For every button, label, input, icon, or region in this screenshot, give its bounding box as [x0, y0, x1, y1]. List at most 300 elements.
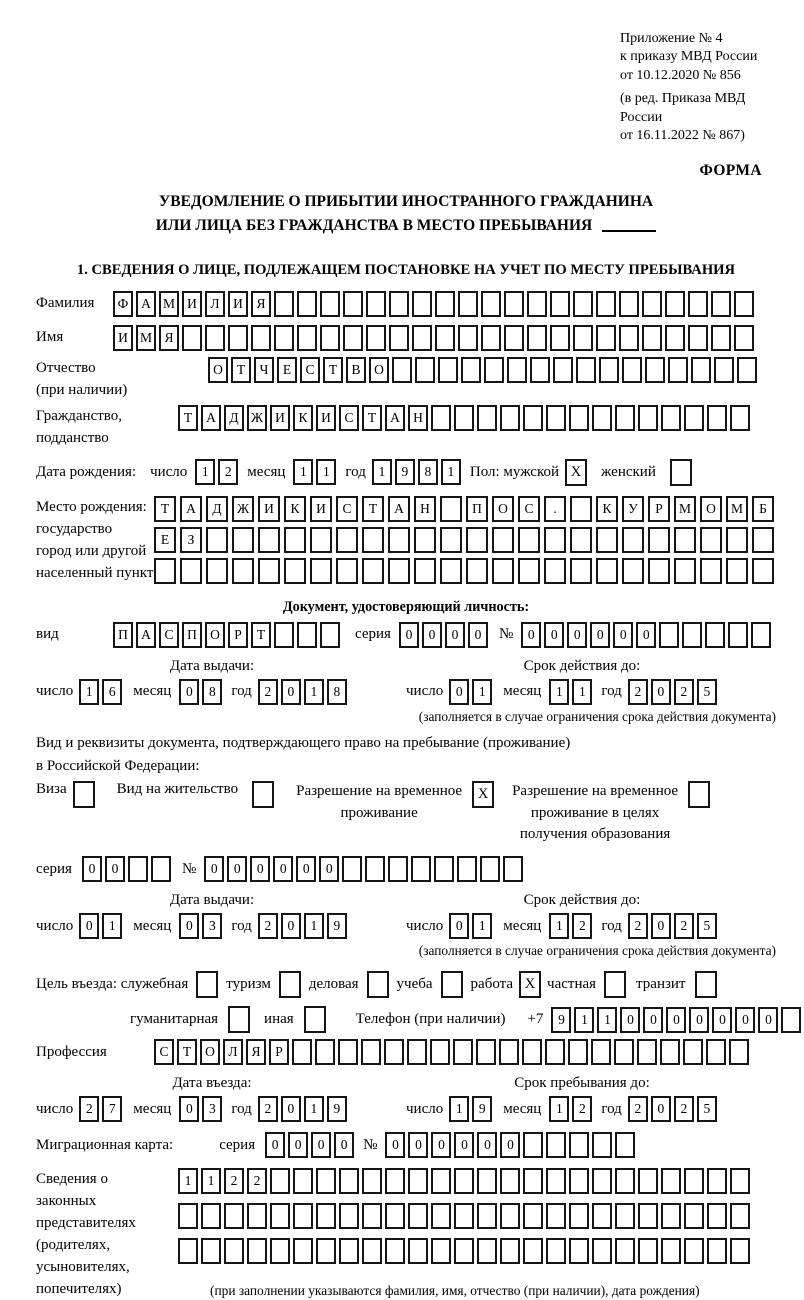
- char-box: [619, 325, 639, 351]
- char-box: [637, 1039, 657, 1065]
- char-box: [570, 558, 592, 584]
- char-box: [440, 558, 462, 584]
- char-box: [615, 1132, 635, 1158]
- char-box: И: [270, 405, 290, 431]
- char-box: 0: [500, 1132, 520, 1158]
- char-box: [674, 558, 696, 584]
- residence-seria-label: серия: [36, 860, 72, 877]
- res-issue-year-cells: [258, 913, 350, 939]
- char-box: [362, 1238, 382, 1264]
- representatives-row-1: [178, 1168, 753, 1194]
- char-box: 1: [449, 1096, 469, 1122]
- char-box: [338, 1039, 358, 1065]
- char-box: [270, 1168, 290, 1194]
- char-box: А: [201, 405, 221, 431]
- appendix-line-2: к приказу МВД России: [620, 49, 758, 65]
- representatives-label: Сведения о законных представителях (родителях, усыновителях, попечителях): [36, 1171, 136, 1298]
- lastname-label: Фамилия: [36, 295, 95, 312]
- residence-issue-date: число 0 1 месяц 0 3 год 2 0 1 9: [36, 913, 388, 939]
- char-box: Ж: [247, 405, 267, 431]
- char-box: [622, 558, 644, 584]
- char-box: 0: [454, 1132, 474, 1158]
- residence-issue-col: Дата выдачи: число 0 1 месяц 0 3 год 2 0 1 9: [36, 892, 388, 959]
- valid-day-cells: [449, 679, 495, 705]
- char-box: [730, 1168, 750, 1194]
- char-box: И: [182, 291, 202, 317]
- char-box: [224, 1238, 244, 1264]
- char-box: [570, 527, 592, 553]
- char-box: [336, 527, 358, 553]
- birthplace-block: [36, 496, 776, 589]
- char-box: 0: [319, 856, 339, 882]
- purpose-tourism-checkbox: [279, 971, 301, 998]
- char-box: 8: [327, 679, 347, 705]
- char-box: 1: [549, 1096, 569, 1122]
- char-box: С: [300, 357, 320, 383]
- form-label: ФОРМА: [699, 161, 762, 179]
- char-box: [684, 1238, 704, 1264]
- char-box: 0: [399, 622, 419, 648]
- char-box: [638, 1203, 658, 1229]
- char-box: 0: [651, 1096, 671, 1122]
- char-box: 0: [651, 913, 671, 939]
- char-box: [499, 1039, 519, 1065]
- char-box: 2: [224, 1168, 244, 1194]
- char-box: М: [726, 496, 748, 522]
- char-box: [569, 1168, 589, 1194]
- char-box: 0: [408, 1132, 428, 1158]
- char-box: [154, 558, 176, 584]
- char-box: Т: [177, 1039, 197, 1065]
- representatives-row-2: [178, 1203, 753, 1229]
- purpose-work-checkbox: X: [519, 971, 541, 998]
- char-box: [682, 622, 702, 648]
- birthplace-cells: [154, 496, 778, 589]
- char-box: А: [136, 291, 156, 317]
- char-box: Т: [231, 357, 251, 383]
- char-box: О: [205, 622, 225, 648]
- char-box: Т: [178, 405, 198, 431]
- char-box: [648, 527, 670, 553]
- char-box: [622, 527, 644, 553]
- char-box: [454, 405, 474, 431]
- char-box: [705, 622, 725, 648]
- char-box: 9: [327, 913, 347, 939]
- char-box: И: [316, 405, 336, 431]
- char-box: [458, 325, 478, 351]
- char-box: [180, 558, 202, 584]
- char-box: [660, 1039, 680, 1065]
- char-box: [293, 1168, 313, 1194]
- char-box: [544, 558, 566, 584]
- entry-purpose-row-2: гуманитарная иная Телефон (при наличии) +7 9 1 1 0 0 0 0 0 0 0: [130, 1006, 776, 1033]
- char-box: 5: [697, 679, 717, 705]
- sex-male-label: Пол: мужской: [469, 463, 560, 480]
- char-box: [430, 1039, 450, 1065]
- char-box: 2: [572, 1096, 592, 1122]
- char-box: [365, 856, 385, 882]
- char-box: 2: [628, 679, 648, 705]
- char-box: [408, 1238, 428, 1264]
- purpose-business-checkbox: [367, 971, 389, 998]
- char-box: [523, 1203, 543, 1229]
- doc-num-cells: [521, 622, 774, 648]
- char-box: [388, 856, 408, 882]
- char-box: [638, 1238, 658, 1264]
- representatives-block: [36, 1168, 776, 1300]
- char-box: [431, 1168, 451, 1194]
- residence-doc-serial-row: [36, 856, 776, 882]
- char-box: [385, 1238, 405, 1264]
- passport-issue-col: [36, 658, 388, 725]
- char-box: Я: [159, 325, 179, 351]
- middlename-label-note: (при наличии): [36, 381, 128, 398]
- stay-until-heading: Срок пребывания до:: [514, 1075, 650, 1092]
- char-box: 0: [204, 856, 224, 882]
- char-box: [151, 856, 171, 882]
- char-box: [476, 1039, 496, 1065]
- char-box: [522, 1039, 542, 1065]
- doc-num-label: №: [498, 626, 514, 643]
- char-box: [781, 1007, 801, 1033]
- char-box: 2: [258, 679, 278, 705]
- migration-seria-label: серия: [219, 1136, 256, 1153]
- char-box: У: [622, 496, 644, 522]
- char-box: [688, 325, 708, 351]
- visa-checkbox: [73, 781, 95, 808]
- char-box: [707, 405, 727, 431]
- char-box: 0: [79, 913, 99, 939]
- residence-num-cells: [204, 856, 526, 882]
- middlename-label: Отчество (при наличии): [36, 359, 128, 398]
- char-box: 0: [643, 1007, 663, 1033]
- char-box: [339, 1168, 359, 1194]
- char-box: [434, 856, 454, 882]
- char-box: 9: [551, 1007, 571, 1033]
- char-box: [500, 1203, 520, 1229]
- migration-seria-cells: [265, 1132, 357, 1158]
- char-box: Р: [648, 496, 670, 522]
- char-box: 2: [674, 1096, 694, 1122]
- char-box: 0: [179, 1096, 199, 1122]
- char-box: 0: [250, 856, 270, 882]
- char-box: 1: [316, 459, 336, 485]
- char-box: [622, 357, 642, 383]
- doc-seria-cells: [399, 622, 491, 648]
- char-box: [407, 1039, 427, 1065]
- char-box: [247, 1203, 267, 1229]
- char-box: А: [136, 622, 156, 648]
- char-box: [414, 527, 436, 553]
- char-box: 0: [590, 622, 610, 648]
- char-box: 8: [418, 459, 438, 485]
- char-box: [684, 1203, 704, 1229]
- char-box: М: [674, 496, 696, 522]
- char-box: [730, 1203, 750, 1229]
- residence-num-label: №: [181, 860, 197, 877]
- char-box: [178, 1203, 198, 1229]
- char-box: [570, 496, 592, 522]
- char-box: 0: [281, 1096, 301, 1122]
- char-box: 1: [178, 1168, 198, 1194]
- char-box: 2: [258, 913, 278, 939]
- char-box: [550, 325, 570, 351]
- option-temporary-residence: Разрешение на временное проживание X: [296, 781, 494, 825]
- char-box: [293, 1203, 313, 1229]
- char-box: [569, 1238, 589, 1264]
- purpose-official-checkbox: [196, 971, 218, 998]
- char-box: [392, 357, 412, 383]
- char-box: [523, 1168, 543, 1194]
- char-box: 0: [179, 679, 199, 705]
- char-box: [592, 1203, 612, 1229]
- year-label: год: [345, 463, 366, 480]
- char-box: [737, 357, 757, 383]
- char-box: 7: [102, 1096, 122, 1122]
- char-box: [592, 1238, 612, 1264]
- birthdate-row: [36, 459, 776, 486]
- char-box: [638, 405, 658, 431]
- char-box: [553, 357, 573, 383]
- char-box: 0: [666, 1007, 686, 1033]
- migration-card-row: [36, 1132, 776, 1158]
- char-box: [691, 357, 711, 383]
- char-box: [492, 527, 514, 553]
- char-box: Т: [154, 496, 176, 522]
- revision-line-1: (в ред. Приказа МВД России: [620, 91, 746, 125]
- char-box: [638, 1168, 658, 1194]
- char-box: 0: [431, 1132, 451, 1158]
- char-box: [415, 357, 435, 383]
- entry-day-cells: [79, 1096, 125, 1122]
- char-box: [454, 1168, 474, 1194]
- char-box: .: [544, 496, 566, 522]
- char-box: [293, 1238, 313, 1264]
- char-box: [615, 405, 635, 431]
- char-box: [668, 357, 688, 383]
- char-box: [504, 325, 524, 351]
- char-box: В: [346, 357, 366, 383]
- char-box: 8: [202, 679, 222, 705]
- char-box: [336, 558, 358, 584]
- char-box: [320, 325, 340, 351]
- char-box: 1: [574, 1007, 594, 1033]
- char-box: И: [228, 291, 248, 317]
- char-box: [530, 357, 550, 383]
- char-box: Я: [251, 291, 271, 317]
- residence-valid-col: Срок действия до: число 0 1 месяц 1 2 год 2 0 2 5 (заполняется в случае ограничения срока действия документа): [388, 892, 776, 959]
- char-box: Л: [205, 291, 225, 317]
- option-residence-permit: Вид на жительство: [117, 781, 274, 808]
- stay-day-cells: [449, 1096, 495, 1122]
- char-box: [412, 291, 432, 317]
- char-box: 0: [636, 622, 656, 648]
- char-box: [711, 291, 731, 317]
- char-box: Д: [224, 405, 244, 431]
- char-box: [527, 325, 547, 351]
- char-box: 1: [472, 679, 492, 705]
- char-box: 5: [697, 1096, 717, 1122]
- char-box: А: [388, 496, 410, 522]
- char-box: [270, 1203, 290, 1229]
- char-box: 0: [468, 622, 488, 648]
- month-label: месяц: [247, 463, 286, 480]
- char-box: [440, 527, 462, 553]
- char-box: О: [200, 1039, 220, 1065]
- char-box: [362, 1168, 382, 1194]
- form-title: [36, 190, 776, 238]
- char-box: [224, 1203, 244, 1229]
- char-box: О: [369, 357, 389, 383]
- char-box: [182, 325, 202, 351]
- residence-doc-line-2: в Российской Федерации:: [36, 757, 200, 774]
- char-box: 9: [327, 1096, 347, 1122]
- issue-year-cells: [258, 679, 350, 705]
- char-box: [700, 558, 722, 584]
- char-box: 1: [304, 679, 324, 705]
- char-box: С: [154, 1039, 174, 1065]
- char-box: Л: [223, 1039, 243, 1065]
- entry-purpose-row-1: Цель въезда: служебная туризм деловая учеба работа X частная транзит: [36, 971, 776, 998]
- char-box: Р: [228, 622, 248, 648]
- char-box: [284, 527, 306, 553]
- form-title-line-2: ИЛИ ЛИЦА БЕЗ ГРАЖДАНСТВА В МЕСТО ПРЕБЫВАНИЯ: [36, 214, 776, 238]
- char-box: К: [293, 405, 313, 431]
- char-box: 0: [449, 913, 469, 939]
- validity-limit-note-2: (заполняется в случае ограничения срока действия документа): [418, 943, 776, 959]
- option-temporary-residence-education: Разрешение на временное проживание в целях получения образования: [512, 781, 710, 846]
- char-box: Е: [277, 357, 297, 383]
- char-box: [205, 325, 225, 351]
- char-box: [206, 558, 228, 584]
- entry-year-cells: [258, 1096, 350, 1122]
- char-box: Н: [408, 405, 428, 431]
- char-box: [523, 1238, 543, 1264]
- char-box: [431, 1238, 451, 1264]
- citizenship-label: Гражданство, подданство: [36, 407, 123, 446]
- lastname-cells: [113, 291, 757, 317]
- char-box: [661, 1203, 681, 1229]
- char-box: [389, 291, 409, 317]
- char-box: 3: [202, 1096, 222, 1122]
- char-box: [361, 1039, 381, 1065]
- char-box: [569, 1132, 589, 1158]
- char-box: [500, 1168, 520, 1194]
- char-box: [523, 405, 543, 431]
- form-title-line-1: УВЕДОМЛЕНИЕ О ПРИБЫТИИ ИНОСТРАННОГО ГРАЖДАНИНА: [158, 192, 654, 210]
- char-box: [316, 1238, 336, 1264]
- option-visa: Виза: [36, 781, 95, 808]
- profession-row: [36, 1039, 776, 1065]
- char-box: 0: [334, 1132, 354, 1158]
- char-box: [316, 1203, 336, 1229]
- char-box: Т: [251, 622, 271, 648]
- char-box: [707, 1168, 727, 1194]
- char-box: [518, 558, 540, 584]
- char-box: [576, 357, 596, 383]
- char-box: [385, 1168, 405, 1194]
- char-box: [310, 527, 332, 553]
- char-box: [458, 291, 478, 317]
- char-box: [274, 291, 294, 317]
- char-box: [178, 1238, 198, 1264]
- res-valid-month-cells: [549, 913, 595, 939]
- char-box: 0: [227, 856, 247, 882]
- char-box: [707, 1203, 727, 1229]
- stay-until-date: число 1 9 месяц 1 2 год 2 0 2 5: [388, 1096, 776, 1122]
- appendix-line-1: Приложение № 4: [620, 31, 723, 46]
- residence-doc-options: [36, 781, 776, 846]
- entry-date-heading: Дата въезда:: [172, 1075, 252, 1092]
- char-box: 1: [441, 459, 461, 485]
- char-box: [714, 357, 734, 383]
- char-box: [477, 405, 497, 431]
- char-box: [440, 496, 462, 522]
- char-box: 0: [281, 679, 301, 705]
- char-box: [592, 1168, 612, 1194]
- char-box: [683, 1039, 703, 1065]
- res-issue-day-cells: [79, 913, 125, 939]
- char-box: [592, 1132, 612, 1158]
- char-box: [477, 1168, 497, 1194]
- char-box: 0: [567, 622, 587, 648]
- valid-year-cells: [628, 679, 720, 705]
- char-box: О: [700, 496, 722, 522]
- char-box: 9: [395, 459, 415, 485]
- char-box: 1: [549, 679, 569, 705]
- char-box: [388, 558, 410, 584]
- char-box: 0: [449, 679, 469, 705]
- char-box: [232, 558, 254, 584]
- char-box: [500, 405, 520, 431]
- char-box: [527, 291, 547, 317]
- phone-cells: [551, 1007, 804, 1033]
- char-box: 3: [202, 913, 222, 939]
- char-box: [615, 1203, 635, 1229]
- lastname-row: [36, 291, 776, 317]
- char-box: [316, 1168, 336, 1194]
- char-box: Н: [414, 496, 436, 522]
- char-box: 0: [288, 1132, 308, 1158]
- passport-dates: [36, 658, 776, 725]
- representatives-row-3: [178, 1238, 753, 1264]
- char-box: С: [336, 496, 358, 522]
- temporary-residence-checkbox: X: [472, 781, 494, 808]
- char-box: [730, 1238, 750, 1264]
- profession-label: Профессия: [36, 1043, 107, 1060]
- section-1-heading: 1. СВЕДЕНИЯ О ЛИЦЕ, ПОДЛЕЖАЩЕМ ПОСТАНОВКЕ НА УЧЕТ ПО МЕСТУ ПРЕБЫВАНИЯ: [76, 261, 736, 278]
- char-box: 0: [735, 1007, 755, 1033]
- char-box: [461, 357, 481, 383]
- firstname-row: [36, 325, 776, 351]
- char-box: 1: [597, 1007, 617, 1033]
- sex-female-checkbox: [670, 459, 692, 486]
- entry-month-cells: [179, 1096, 225, 1122]
- char-box: [546, 405, 566, 431]
- char-box: [729, 1039, 749, 1065]
- identity-doc-row: [36, 622, 776, 648]
- char-box: 2: [674, 913, 694, 939]
- char-box: К: [596, 496, 618, 522]
- purpose-transit-checkbox: [695, 971, 717, 998]
- char-box: [343, 291, 363, 317]
- char-box: П: [466, 496, 488, 522]
- char-box: [232, 527, 254, 553]
- char-box: [707, 1238, 727, 1264]
- char-box: [619, 291, 639, 317]
- char-box: 0: [712, 1007, 732, 1033]
- passport-valid-date: число 0 1 месяц 1 1 год 2 0 2 5: [388, 679, 776, 705]
